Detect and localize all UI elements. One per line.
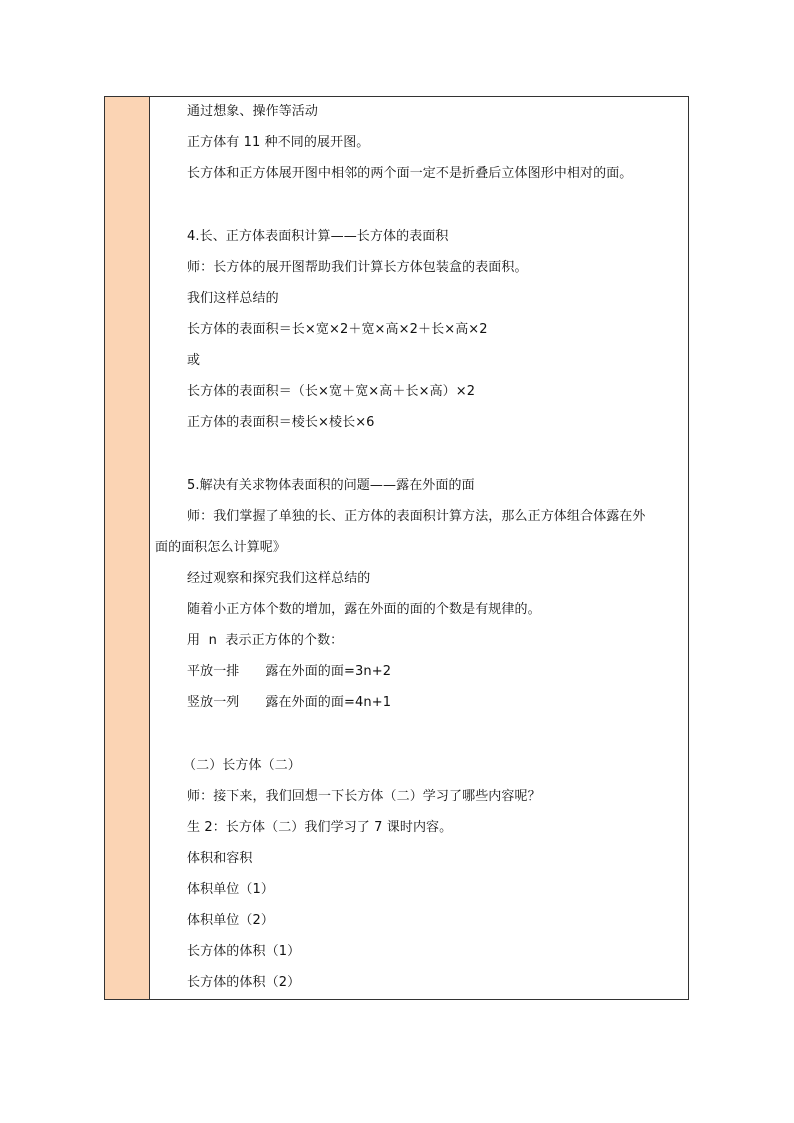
section-heading: 4.长、正方体表面积计算——长方体的表面积 bbox=[187, 229, 449, 244]
side-column bbox=[105, 97, 150, 999]
lesson-table bbox=[104, 96, 689, 1000]
text-line: 师：接下来，我们回想一下长方体（二）学习了哪些内容呢？ bbox=[187, 789, 541, 804]
rule-label: 竖放一列 bbox=[187, 695, 240, 710]
text-line: 师：长方体的展开图帮助我们计算长方体包装盒的表面积。 bbox=[187, 260, 528, 275]
text-line: 通过想象、操作等活动 bbox=[187, 104, 319, 119]
list-item: 长方体的体积（1） bbox=[187, 944, 301, 959]
text-line: 或 bbox=[187, 353, 201, 368]
formula-line: 长方体的表面积＝（长×宽＋宽×高＋长×高）×2 bbox=[187, 384, 476, 399]
formula-line: 正方体的表面积＝棱长×棱长×6 bbox=[187, 415, 375, 430]
list-item: 体积和容积 bbox=[187, 851, 253, 866]
text-line: 随着小正方体个数的增加，露在外面的面的个数是有规律的。 bbox=[187, 602, 541, 617]
formula-line: 长方体的表面积＝长×宽×2＋宽×高×2＋长×高×2 bbox=[187, 322, 488, 337]
text-line: 正方体有 11 种不同的展开图。 bbox=[187, 135, 370, 150]
section-heading: （二）长方体（二） bbox=[183, 758, 301, 773]
list-item: 长方体的体积（2） bbox=[187, 975, 301, 990]
text-line: 面的面积怎么计算呢》 bbox=[155, 540, 287, 555]
list-item: 体积单位（2） bbox=[187, 913, 274, 928]
rule-formula: 露在外面的面=4n+1 bbox=[265, 695, 392, 710]
rule-label: 平放一排 bbox=[187, 664, 240, 679]
list-item: 体积单位（1） bbox=[187, 882, 274, 897]
content-cell bbox=[151, 97, 688, 999]
text-line: 我们这样总结的 bbox=[187, 291, 279, 306]
section-heading: 5.解决有关求物体表面积的问题——露在外面的面 bbox=[187, 478, 475, 493]
rule-line bbox=[187, 664, 391, 680]
rule-formula: 露在外面的面=3n+2 bbox=[265, 664, 392, 679]
text-line: 长方体和正方体展开图中相邻的两个面一定不是折叠后立体图形中相对的面。 bbox=[187, 166, 633, 181]
text-line: 用 n 表示正方体的个数： bbox=[187, 633, 344, 648]
text-line: 经过观察和探究我们这样总结的 bbox=[187, 571, 371, 586]
rule-line bbox=[187, 695, 391, 711]
text-line: 师：我们掌握了单独的长、正方体的表面积计算方法，那么正方体组合体露在外 bbox=[187, 509, 646, 524]
text-line: 生 2：长方体（二）我们学习了 7 课时内容。 bbox=[187, 820, 453, 835]
